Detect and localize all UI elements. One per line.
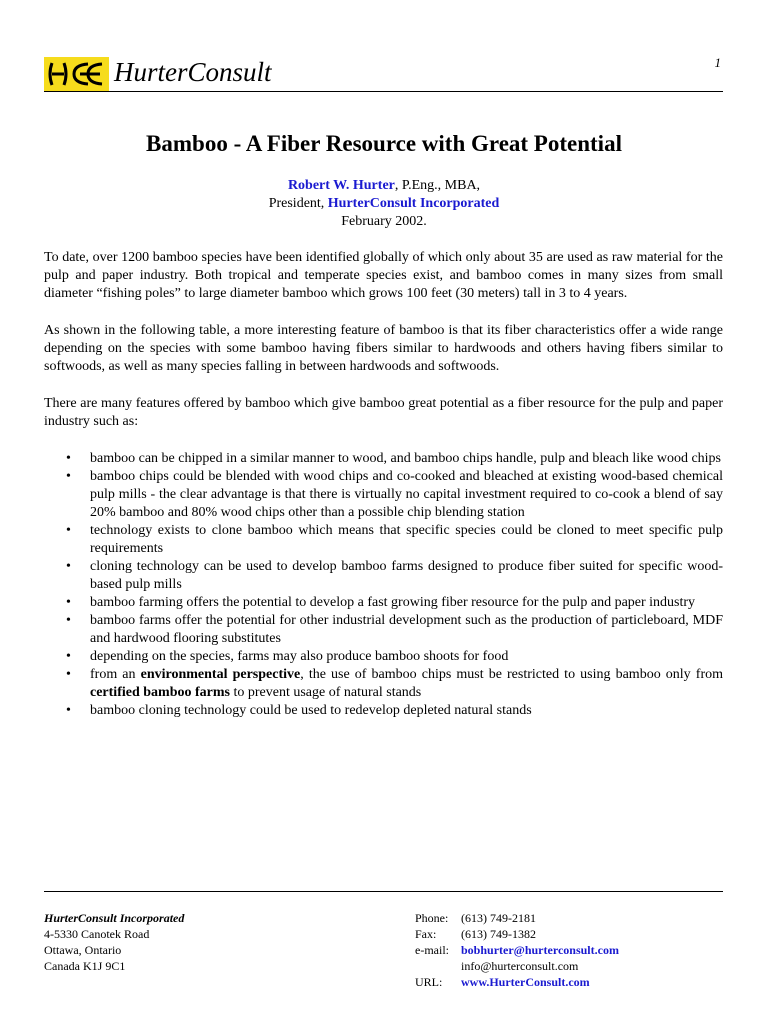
address-line: 4-5330 Canotek Road bbox=[44, 927, 150, 941]
author-block bbox=[0, 177, 768, 231]
list-item: • depending on the species, farms may also produce bamboo shoots for food bbox=[66, 649, 509, 664]
list-item: • technology exists to clone bamboo which means that specific species could be cloned to meet specific pulp requirements bbox=[66, 523, 723, 556]
header-divider bbox=[44, 91, 723, 92]
url-label: URL: bbox=[415, 975, 443, 989]
author-credentials: , P.Eng., MBA, bbox=[394, 178, 481, 193]
address-line: Canada K1J 9C1 bbox=[44, 959, 126, 973]
email-secondary: info@hurterconsult.com bbox=[461, 959, 579, 973]
document-date: February 2002. bbox=[341, 214, 427, 229]
paragraph-fiber: As shown in the following table, a more interesting feature of bamboo is that its fiber characteristics offer a wide range depending on the species with some bamboo having fibers similar to hardwoods and others having fibers similar to softwoods, as well as many species falling in between hardwoods and softwoods. bbox=[44, 323, 723, 374]
emphasis-certified-farms: certified bamboo farms bbox=[90, 685, 230, 700]
list-item: • bamboo farming offers the potential to develop a fast growing fiber resource for the pulp and paper industry bbox=[66, 595, 696, 610]
website-link[interactable]: www.HurterConsult.com bbox=[461, 975, 590, 989]
list-item: • cloning technology can be used to develop bamboo farms designed to produce fiber suited for specific wood-based pulp mills bbox=[66, 559, 723, 592]
footer-divider bbox=[44, 891, 723, 892]
email-label: e-mail: bbox=[415, 943, 449, 957]
company-link[interactable]: HurterConsult Incorporated bbox=[327, 196, 500, 211]
list-item: • bamboo cloning technology could be used to redevelop depleted natural stands bbox=[66, 703, 532, 718]
document-title: Bamboo - A Fiber Resource with Great Potential bbox=[146, 131, 622, 156]
phone-number: (613) 749-2181 bbox=[461, 911, 536, 925]
feature-list bbox=[44, 450, 723, 720]
list-item: • from an environmental perspective, the use of bamboo chips must be restricted to using bamboo only from certified bamboo farms to prevent usage of natural stands bbox=[66, 667, 723, 700]
author-role: President, bbox=[268, 196, 328, 211]
footer-address bbox=[44, 910, 184, 974]
list-item: • bamboo can be chipped in a similar manner to wood, and bamboo chips handle, pulp and bleach like wood chips bbox=[66, 451, 722, 466]
paragraph-features: There are many features offered by bamboo which give bamboo great potential as a fiber resource for the pulp and paper industry such as: bbox=[44, 396, 723, 429]
list-item: • bamboo chips could be blended with wood chips and co-cooked and bleached at existing wood-based chemical pulp mills - the clear advantage is that there is virtually no capital investment required to co-cook a blend of say 20% bamboo and 80% wood chips other than a possible chip blending station bbox=[66, 469, 723, 520]
fax-number: (613) 749-1382 bbox=[461, 927, 536, 941]
address-line: Ottawa, Ontario bbox=[44, 943, 122, 957]
footer-company: HurterConsult Incorporated bbox=[44, 911, 185, 925]
phone-label: Phone: bbox=[415, 911, 449, 925]
paragraph-intro: To date, over 1200 bamboo species have been identified globally of which only about 35 are used as raw material for the pulp and paper industry. Both tropical and temperate species exist, and bamboo comes in many sizes from small diameter “fishing poles” to large diameter bamboo which grows 100 feet (30 meters) tall in 3 to 4 years. bbox=[44, 250, 723, 301]
emphasis-environmental: environmental perspective bbox=[140, 667, 301, 682]
author-name-link[interactable]: Robert W. Hurter bbox=[287, 178, 395, 193]
page-number: 1 bbox=[714, 55, 721, 70]
footer-contact bbox=[415, 910, 619, 990]
brand-name: HurterConsult bbox=[114, 57, 272, 87]
email-link[interactable]: bobhurter@hurterconsult.com bbox=[461, 943, 619, 957]
hc-logo-icon bbox=[44, 57, 109, 91]
list-item: • bamboo farms offer the potential for other industrial development such as the production of particleboard, MDF and hardwood flooring substitutes bbox=[66, 613, 723, 646]
fax-label: Fax: bbox=[415, 927, 437, 941]
